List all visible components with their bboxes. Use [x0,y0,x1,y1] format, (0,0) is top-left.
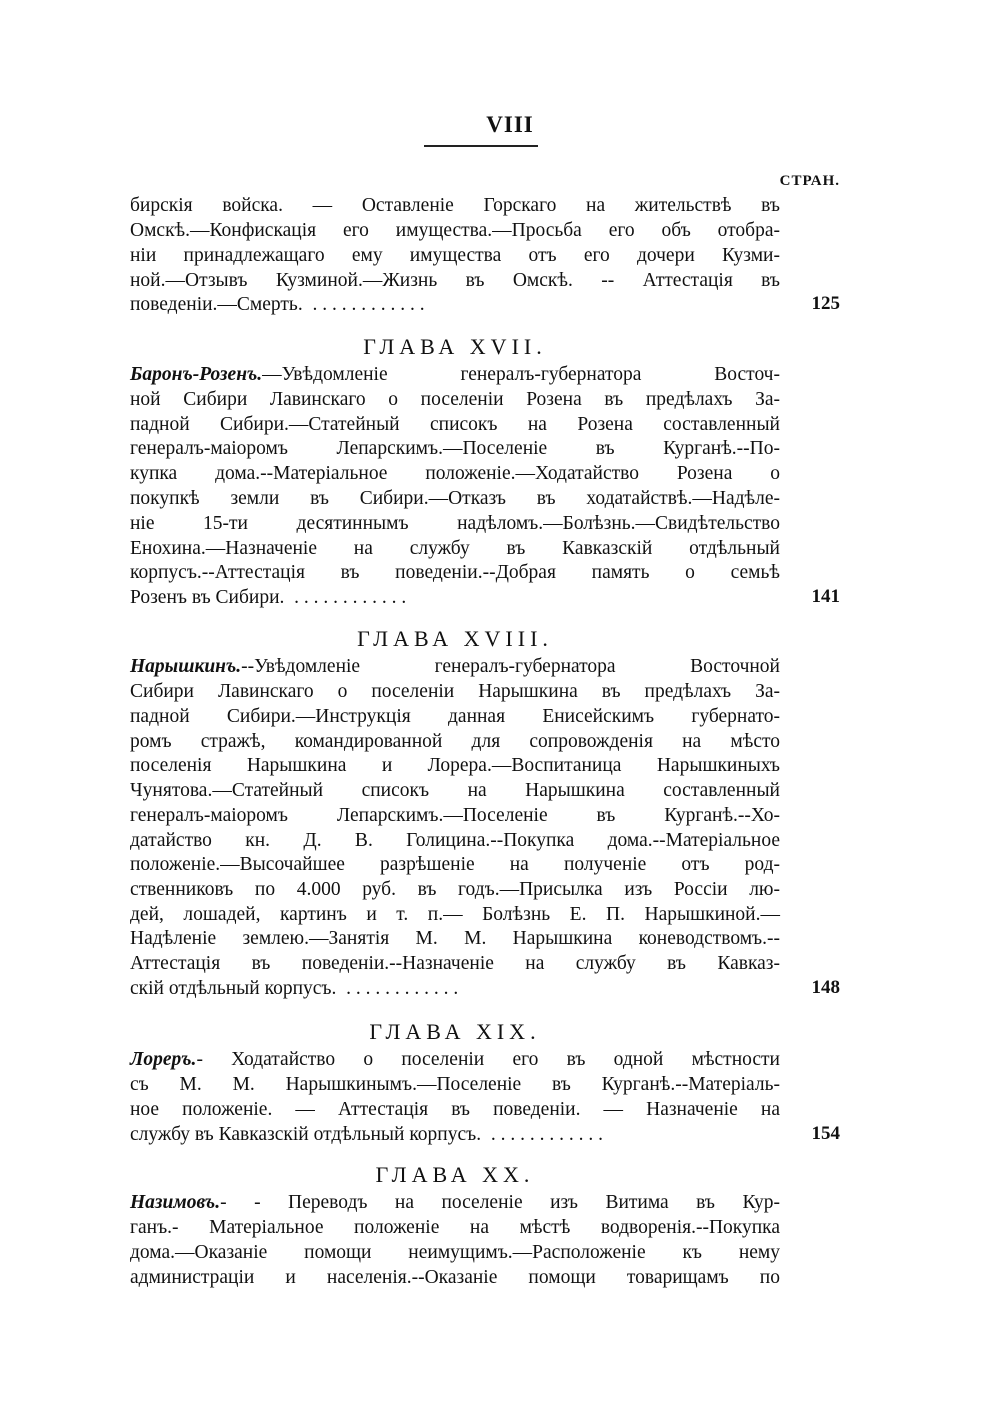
text-line: генералъ-маіоромъ Лепарскимъ.—Поселеніе въ Курганѣ.--Хо- [130,805,780,826]
text-line: ное положеніе. — Аттестація въ поведеніи. — Назначеніе на [130,1099,780,1120]
text-line: Енохина.—Назначеніе на службу въ Кавказскій отдѣльный [130,538,780,559]
text-line: корпусъ.--Аттестація въ поведеніи.--Добрая память о семьѣ [130,562,780,583]
text-line: падной Сибири.—Статейный списокъ на Розена составленный [130,414,780,435]
chapter-heading: ГЛАВА XVII. [363,334,547,359]
text-line-with-leader [130,293,780,317]
text-line-with-leader [130,1123,780,1147]
text-line: Чунятова.—Статейный списокъ на Нарышкина составленный [130,780,780,801]
text-line: администраціи и населенія.--Оказаніе помощи товарищамъ по [130,1267,780,1288]
text-line: ной.—Отзывъ Кузминой.—Жизнь въ Омскѣ. -- Аттестація въ [130,270,780,291]
text-line: Надѣленіе землею.—Занятія М. М. Нарышкина коневодствомъ.-- [130,928,780,949]
text-line [130,1048,780,1072]
chapter-name: Нарышкинъ. [130,656,242,677]
text-line: службу въ Кавказскій отдѣльный корпусъ. [130,1124,482,1145]
page-number: VIII [486,112,534,137]
page-ref: 141 [811,586,840,607]
text-line: скій отдѣльный корпусъ. [130,978,337,999]
text-fragment: - Ходатайство о поселеніи его въ одной мѣстности [196,1049,780,1070]
text-line: покупкѣ земли въ Сибири.—Отказъ въ ходатайствѣ.—Надѣле- [130,488,780,509]
chapter-name: Лореръ. [130,1049,197,1070]
text-line [130,1191,780,1215]
page-ref: 148 [811,977,840,998]
text-line: ніе 15-ти десятиннымъ надѣломъ.—Болѣзнь.—Свидѣтельство [130,513,780,534]
text-line: ніи принадлежащаго ему имущества отъ его дочери Кузми- [130,245,780,266]
text-line [130,363,780,387]
text-line: ственниковъ по 4.000 руб. въ годъ.—Присылка изъ Россіи лю- [130,879,780,900]
leader-dots: . . . . . . . . . . . . [294,587,407,608]
text-line-with-leader [130,977,780,1001]
text-line: поселенія Нарышкина и Лорера.—Воспитаница Нарышкиныхъ [130,755,780,776]
text-line: купка дома.--Матеріальное положеніе.—Ходатайство Розена о [130,463,780,484]
text-line: дома.—Оказаніе помощи неимущимъ.—Расположеніе къ нему [130,1242,780,1263]
text-line: Розенъ въ Сибири. [130,587,285,608]
text-line [130,655,780,679]
text-line: поведеніи.—Смерть. [130,294,303,315]
leader-dots: . . . . . . . . . . . . [490,1124,603,1145]
text-fragment: --Увѣдомленіе генералъ-губернатора Восточной [241,656,780,677]
text-line: ной Сибири Лавинскаго о поселеніи Розена въ предѣлахъ За- [130,389,780,410]
text-line: ганъ.- Матеріальное положеніе на мѣстѣ водворенія.--Покупка [130,1217,780,1238]
text-line: съ М. М. Нарышкинымъ.—Поселеніе въ Курганѣ.--Матеріаль- [130,1074,780,1095]
chapter-heading: ГЛАВА XVIII. [357,626,553,651]
text-line: Аттестація въ поведеніи.--Назначеніе на службу въ Кавказ- [130,953,780,974]
chapter-heading: ГЛАВА XIX. [369,1019,541,1044]
chapter-heading: ГЛАВА XX. [375,1162,535,1187]
text-line: ромъ стражѣ, командированной для сопровожденія на мѣсто [130,731,780,752]
text-line: генералъ-маіоромъ Лепарскимъ.—Поселеніе въ Курганѣ.--По- [130,438,780,459]
text-line: дей, лошадей, картинъ и т. п.— Болѣзнь Е. П. Нарышкиной.— [130,904,780,925]
chapter-name: Баронъ-Розенъ. [130,364,263,385]
column-header-pages: СТРАН. [779,173,840,189]
page-ref: 154 [811,1123,840,1144]
text-fragment: —Увѣдомленіе генералъ-губернатора Восточ- [262,364,780,385]
text-line: Омскѣ.—Конфискація его имущества.—Просьба его объ отобра- [130,220,780,241]
text-line: датайство кн. Д. В. Голицина.--Покупка дома.--Матеріальное [130,830,780,851]
page-ref: 125 [811,293,840,314]
text-line: Сибири Лавинскаго о поселеніи Нарышкина въ предѣлахъ За- [130,681,780,702]
chapter-name: Назимовъ. [130,1192,221,1213]
text-fragment: - - Переводъ на поселеніе изъ Витима въ Кур- [220,1192,780,1213]
text-line: падной Сибири.—Инструкція данная Енисейскимъ губернато- [130,706,780,727]
header-rule [424,145,538,147]
text-line: положеніе.—Высочайшее разрѣшеніе на полученіе отъ род- [130,854,780,875]
text-line-with-leader [130,586,780,610]
text-line: бирскія войска. — Оставленіе Горскаго на жительствѣ въ [130,195,780,216]
leader-dots: . . . . . . . . . . . . [312,294,425,315]
leader-dots: . . . . . . . . . . . . [346,978,459,999]
